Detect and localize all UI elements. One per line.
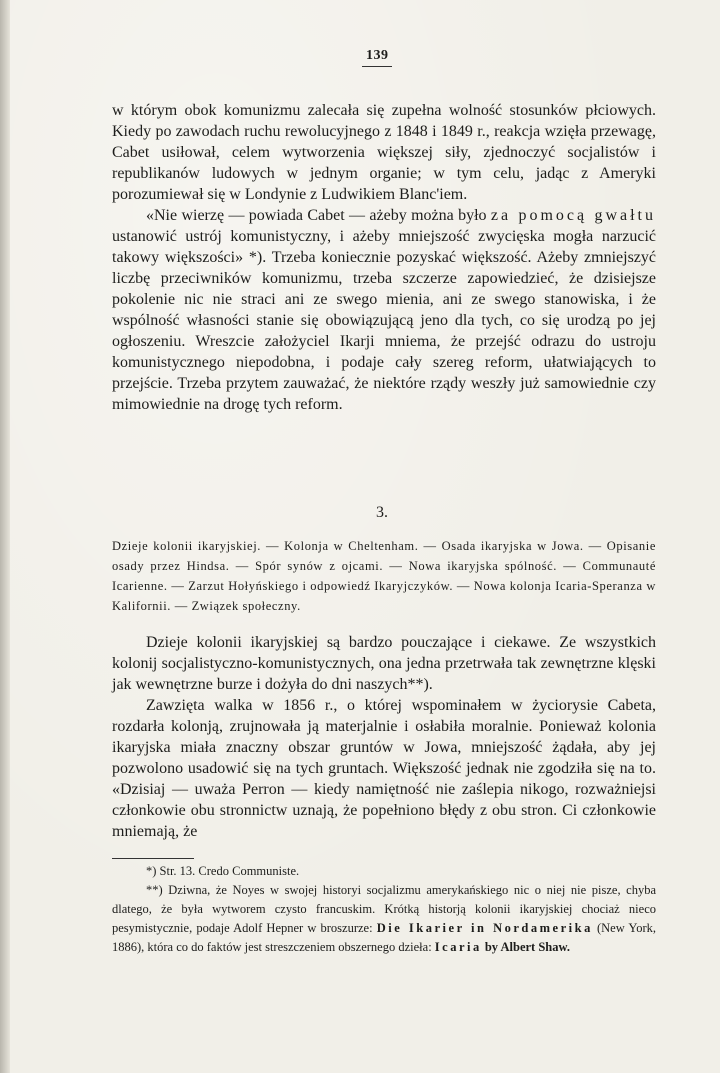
- footnote-rule: [112, 858, 194, 859]
- text-run: by Albert Shaw.: [481, 940, 570, 954]
- chapter-summary: Dzieje kolonii ikaryjskiej. — Kolonja w Cheltenham. — Osada ikaryjska w Jowa. — Opisanie osady przez Hindsa. — Spór synów z ojcami. — Nowa ikaryjska spólność. — Communauté Icarienne. — Zarzut Hołyńskiego i odpowiedź Ikaryjczyków. — Nowa kolonja Icaria-Speranza w Kalifornii. — Związek społeczny.: [112, 539, 656, 613]
- text-run: (New York, 1886), która co do faktów jest streszczeniem obszernego dzieła:: [112, 921, 656, 954]
- text-run: ustanowić ustrój komunistyczny, i ażeby mniejszość zwycięska mogła narzucić takowy większości» *). Trzeba koniecznie pozyskać większość. Ażeby zmniejszyć liczbę przeciwników komunizmu, trzeba szczerze zapowiedzieć, że dzisiejsze pokolenie nic nie straci ani ze swego mienia, ani ze swego stanowiska, i że wspólność własności stanie się obowiązującą jeno dla tych, co się urodzą po jej ogłoszeniu. Wreszcie założyciel Ikarji mniema, że przejść odrazu do ustroju komunistycznego niepodobna, i podaje cały szereg reform, ułatwiających to przejście. Trzeba przytem zauważać, że niektóre rządy weszły już samowiednie czy mimowiednie na drogę tych reform.: [112, 228, 656, 413]
- footnote-1: *) Str. 13. Credo Communiste.: [146, 864, 300, 878]
- page-number-rule: [362, 66, 392, 67]
- section-2-text: [112, 632, 656, 842]
- section-1-text: [112, 100, 656, 415]
- text-run: **) Dziwna, że Noyes w swojej historyi socjalizmu amerykańskiego nic o niej nie pisze, chyba dlatego, że była wytworem czysto francuskim. Krótką historją kolonii ikaryjskiej chociaż nieco pesymistycznie, podaje Adolf Hepner w broszurze:: [112, 883, 656, 935]
- footnote-2: [112, 881, 656, 957]
- page-binding-edge: [0, 0, 10, 1073]
- paragraph: Dzieje kolonii ikaryjskiej są bardzo pouczające i ciekawe. Ze wszystkich kolonij socjalistyczno-komunistycznych, ona jedna przetrwała tak zewnętrzne klęski jak wewnętrzne burze i dożyła do dni naszych**).: [112, 634, 656, 693]
- paragraph: w którym obok komunizmu zalecała się zupełna wolność stosunków płciowych. Kiedy po zawodach ruchu rewolucyjnego z 1848 i 1849 r., reakcja wzięła przewagę, Cabet usiłował, celem wytworzenia większej siły, zjednoczyć socjalistów i republikanów ludowych w jednym organie; w tym celu, jadąc z Ameryki porozumiewał się w Londynie z Ludwikiem Blanc'iem.: [112, 102, 656, 203]
- text-run: «Nie wierzę — powiada Cabet — ażeby można było: [146, 207, 491, 224]
- emphasized-text: za pomocą gwałtu: [490, 207, 657, 224]
- footnotes: [112, 862, 656, 957]
- work-title: Icaria: [434, 940, 482, 954]
- paragraph: [112, 205, 656, 415]
- page-number: 139: [366, 48, 389, 63]
- book-title: Die Ikarier in Nordamerika: [376, 921, 593, 935]
- paragraph: Zawzięta walka w 1856 r., o której wspominałem w życiorysie Cabeta, rozdarła kolonją, zrujnowała ją materjalnie i osłabiła moralnie. Ponieważ kolonia ikaryjska miała znaczny obszar gruntów w Jowa, mniejszość żądała, aby jej pozwolono usadowić się na tych gruntach. Większość jednak nie zgodziła się na to. «Dzisiaj — uważa Perron — kiedy namiętność nie zaślepia nikogo, rozważniejsi członkowie obu stronnictw uznają, że popełniono błędy z obu stron. Ci członkowie mniemają, że: [112, 697, 656, 840]
- section-number: 3.: [376, 504, 388, 521]
